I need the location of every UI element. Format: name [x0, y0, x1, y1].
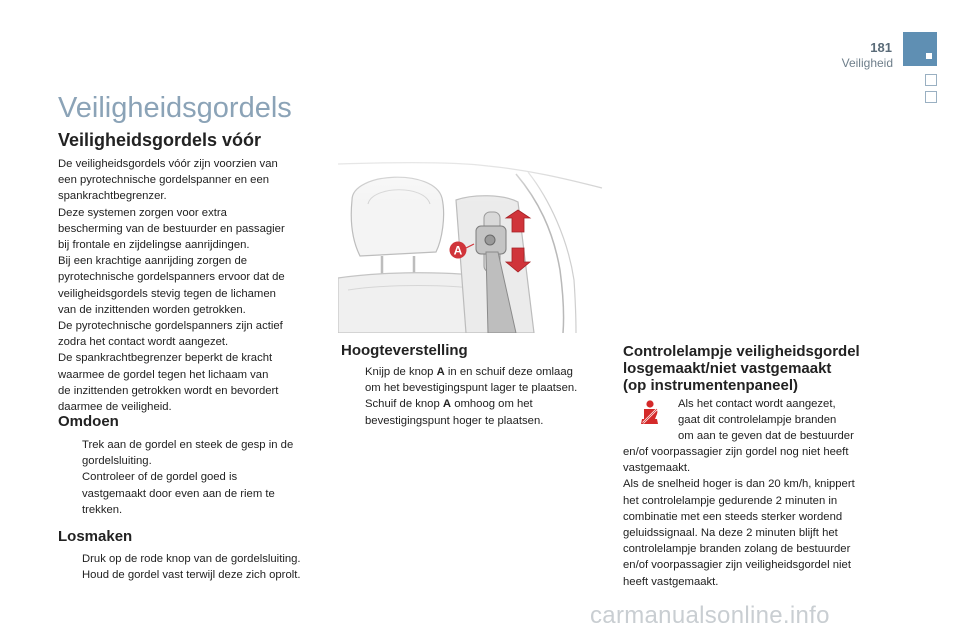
controle-heading: [623, 343, 923, 394]
list-item-line: trekken.: [82, 503, 123, 516]
heading-line: (op instrumentenpaneel): [623, 377, 799, 394]
list-item-line: [365, 364, 606, 380]
button-reference: A: [436, 366, 445, 378]
omdoen-heading: Omdoen: [58, 413, 119, 430]
text-line: om aan te geven dat de bestuurder: [678, 430, 854, 443]
list-item: [341, 364, 606, 396]
text-line: vastgemaakt.: [623, 462, 691, 475]
intro-line: een pyrotechnische gordelspanner en een: [58, 174, 270, 187]
tab-placeholder-2: [925, 91, 937, 103]
intro-paragraph: [58, 156, 318, 415]
intro-line: De pyrotechnische gordelspanners zijn actief: [58, 320, 283, 333]
intro-line: van de inzittenden worden getrokken.: [58, 303, 246, 316]
list-item: [58, 551, 333, 567]
watermark-text: carmanualsonline.info: [590, 602, 830, 629]
tab-marker: [926, 53, 932, 59]
page-number: 181: [870, 40, 892, 55]
text-line: combinatie met een steeds sterker wordend: [623, 510, 843, 523]
heading-line: Controlelampje veiligheidsgordel: [623, 343, 860, 360]
section-tab: [903, 32, 937, 66]
text-line: gaat dit controlelampje branden: [678, 414, 837, 427]
hoogte-list: [341, 364, 606, 429]
intro-line: De veiligheidsgordels vóór zijn voorzien van: [58, 158, 278, 170]
text-segment: Schuif de knop: [365, 398, 443, 411]
list-item: [58, 437, 328, 469]
list-item-line: Controleer of de gordel goed is: [82, 471, 238, 484]
seatbelt-warning-icon: [634, 398, 664, 428]
list-item-line: Druk op de rode knop van de gordelsluiting.: [82, 553, 301, 565]
text-line: Als de snelheid hoger is dan 20 km/h, knippert: [623, 478, 855, 491]
list-item: [58, 469, 328, 518]
text-segment: omhoog om het: [451, 398, 533, 411]
list-item-line: bevestigingspunt hoger te plaatsen.: [365, 414, 544, 427]
controle-body: [623, 444, 893, 590]
text-line: en/of voorpassagier zijn gordel nog niet heeft: [623, 446, 849, 458]
losmaken-heading: Losmaken: [58, 528, 133, 545]
list-item-line: Trek aan de gordel en steek de gesp in de: [82, 439, 294, 451]
button-reference: A: [442, 398, 452, 411]
section-name: Veiligheid: [841, 56, 893, 70]
text-line: controlelampje branden zolang de bestuurder: [623, 543, 851, 556]
list-item: [341, 396, 606, 428]
intro-line: zodra het contact wordt aangezet.: [58, 336, 229, 349]
heading-line: losgemaakt/niet vastgemaakt: [623, 360, 832, 377]
intro-line: daarmee de veiligheid.: [58, 401, 172, 414]
text-line: Als het contact wordt aangezet,: [678, 398, 836, 410]
list-item-line: Houd de gordel vast terwijl deze zich oprolt.: [82, 569, 301, 582]
text-segment: in en schuif deze omlaag: [444, 366, 573, 378]
intro-line: bescherming van de bestuurder en passagier: [58, 222, 285, 235]
list-item-line: om het bevestigingspunt lager te plaatsen.: [365, 382, 578, 395]
tab-placeholder-1: [925, 74, 937, 86]
seatbelt-height-illustration: [338, 160, 603, 333]
intro-line: pyrotechnische gordelspanners ervoor dat de: [58, 271, 285, 284]
list-item-line: [365, 396, 606, 412]
section-subtitle: Veiligheidsgordels vóór: [58, 130, 262, 150]
intro-line: Bij een krachtige aanrijding zorgen de: [58, 255, 248, 268]
losmaken-list: [58, 551, 333, 583]
controle-intro: [678, 396, 908, 445]
intro-line: de inzittenden getrokken wordt en bevordert: [58, 384, 279, 397]
text-line: het controlelampje gedurende 2 minuten in: [623, 494, 838, 507]
intro-line: De spankrachtbegrenzer beperkt de kracht: [58, 352, 273, 365]
page-title: Veiligheidsgordels: [58, 92, 292, 124]
text-segment: Knijp de knop: [365, 366, 437, 378]
list-item-line: vastgemaakt door even aan de riem te: [82, 487, 275, 500]
intro-line: veiligheidsgordels stevig tegen de lichamen: [58, 287, 276, 300]
intro-line: bij frontale en zijdelingse aanrijdingen.: [58, 239, 250, 252]
hoogte-heading: Hoogteverstelling: [341, 342, 468, 359]
omdoen-list: [58, 437, 328, 518]
text-line: geluidssignaal. Na deze 2 minuten blijft het: [623, 527, 838, 540]
text-line: en/of voorpassagier zijn veiligheidsgordel niet: [623, 559, 851, 572]
intro-line: Deze systemen zorgen voor extra: [58, 206, 227, 219]
text-line: heeft vastgemaakt.: [623, 575, 719, 588]
list-item: [58, 567, 333, 583]
list-item-line: gordelsluiting.: [82, 455, 152, 468]
intro-line: waarmee de gordel tegen het lichaam van: [58, 368, 269, 381]
intro-line: spankrachtbegrenzer.: [58, 190, 167, 203]
